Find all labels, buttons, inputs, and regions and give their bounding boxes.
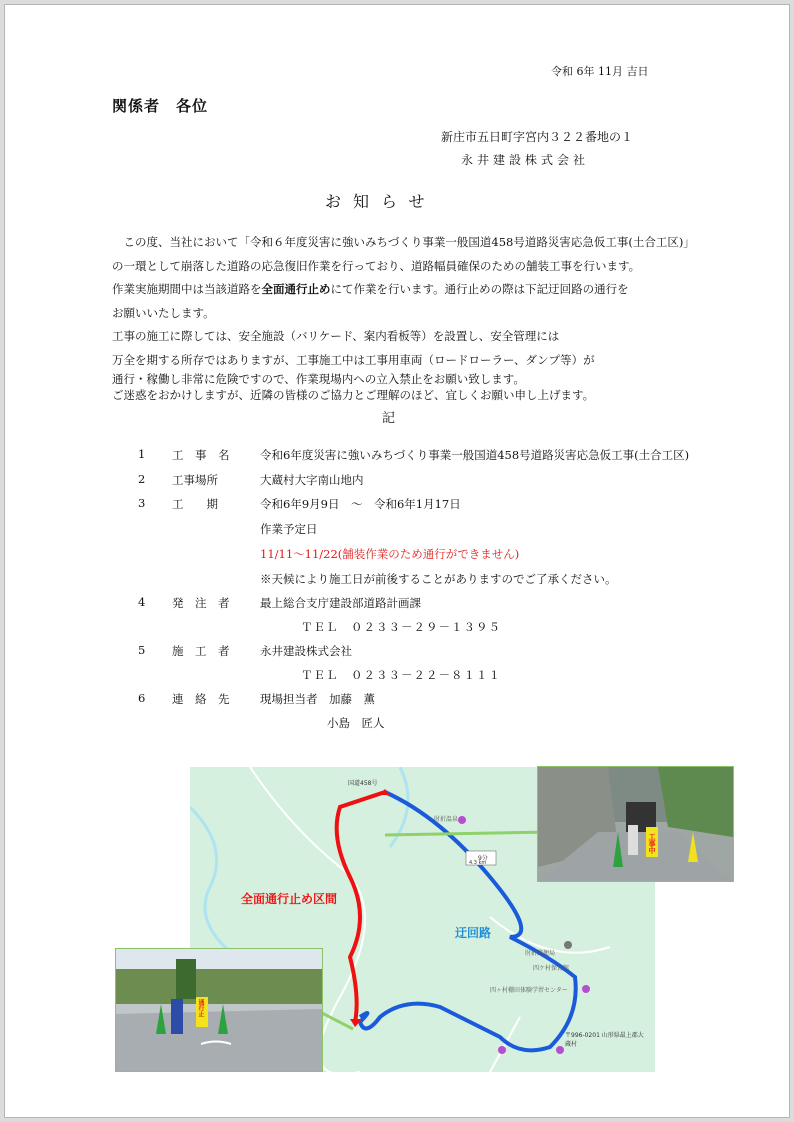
site-photo-south [115,948,323,1072]
sender-address: 新庄市五日町字宮内３２２番地の１ [441,130,634,144]
postal-label: 〒996-0201 山形県最上郡大蔵村 [565,1032,644,1048]
poi-marker [556,1046,564,1054]
weather-note: ※天候により施工日が前後することがありますのでご了承ください。 [260,572,617,586]
site-photo-north-graphic [538,767,733,881]
item-label: 工 期 [172,497,218,511]
ki-heading: 記 [382,411,396,426]
body-line: 作業実施期間中は当該道路を全面通行止めにて作業を行います。通行止めの際は下記迂回路の通行を [112,282,629,296]
site-photo-south-graphic [116,949,322,1071]
poi-marker [498,1046,506,1054]
body-line: の一環として崩落した道路の応急復旧作業を行っており、道路幅員確保のための舗装工事を行います。 [112,258,641,273]
item-number: 1 [138,447,146,461]
sign-text: 通行止 [197,999,204,1017]
poi-label: 四ヶ村棚田体験学習センター [490,987,568,994]
item-number: 5 [138,643,146,657]
issue-date: 令和 6年 11月 吉日 [551,65,649,78]
route-label: 国道458号 [348,780,378,787]
contractor-tel: ＴＥＬ ０２３３－２２－８１１１ [301,668,501,682]
site-photo-north [537,766,734,882]
body-line: この度、当社において「令和６年度災害に強いみちづくり事業一般国道458号道路災害応急仮工事(土合工区)」 [123,235,695,249]
item-value: 最上総合支庁建設部道路計画課 [260,596,421,610]
closure-label: 全面通行止め区間 [241,892,338,906]
item-value: 令和6年度災害に強いみちづくり事業一般国道458号道路災害応急仮工事(土合工区) [260,448,690,462]
poi-marker [564,941,572,949]
contact-person-2: 小島 匠人 [327,716,385,730]
page-title: お知らせ [325,192,437,211]
item-value: 令和6年9月9日 ～ 令和6年1月17日 [260,497,461,511]
poi-label: 四ケ村保育館 [533,965,570,972]
body-line: 工事の施工に際しては、安全施設（バリケード、案内看板等）を設置し、安全管理には [112,329,560,343]
addressee: 関係者 各位 [112,97,209,115]
item-label: 工 事 名 [172,448,230,462]
item-number: 3 [138,496,146,510]
orderer-tel: ＴＥＬ ０２３３－２９－１３９５ [301,620,501,634]
item-value: 現場担当者 加藤 薫 [260,692,375,706]
item-number: 6 [138,691,146,705]
item-label: 施 工 者 [172,644,230,658]
sender-company: 永井建設株式会社 [461,153,590,167]
item-label: 連 絡 先 [172,692,230,706]
travel-time: 9分 [478,855,488,862]
item-number: 2 [138,472,146,486]
poi-marker [582,985,590,993]
item-number: 4 [138,595,146,609]
body-line: 通行・稼働し非常に危険ですので、作業現場内への立入禁止をお願い致します。 [112,372,525,386]
body-line: お願いいたします。 [112,305,215,320]
item-value: 大蔵村大字南山地内 [260,473,364,487]
closure-dates: 11/11～11/22(舗装作業のため通行ができません) [260,547,520,561]
body-line: 万全を期する所存ではありますが、工事施工中は工事用車両（ロードローラー、ダンプ等）が [112,352,595,367]
closure-emphasis: 全面通行止め [261,282,331,296]
item-value: 永井建設株式会社 [260,644,352,658]
item-label: 工事場所 [172,473,218,487]
travel-distance: 4.3 km [469,860,487,866]
poi-marker [458,816,466,824]
poi-label: 肘折郵便局 [525,950,556,957]
detour-label: 迂回路 [455,926,492,940]
notice-body [112,231,752,404]
work-schedule-label: 作業予定日 [260,522,318,536]
document-page [4,4,790,1118]
item-label: 発 注 者 [172,596,230,610]
body-line: ご迷惑をおかけしますが、近隣の皆様のご協力とご理解のほど、宜しくお願い申し上げます。 [112,388,595,402]
sign-text: 工事中 [648,833,656,854]
poi-label: 肘折温泉 [434,816,459,823]
